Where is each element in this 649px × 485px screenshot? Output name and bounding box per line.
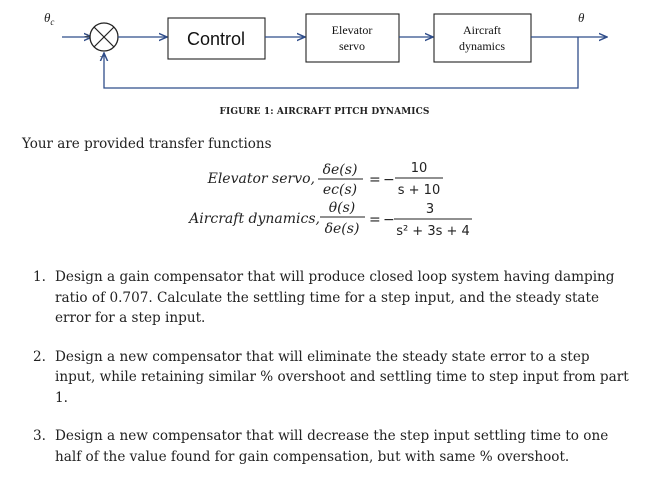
question-text: Design a new compensator that will decrease the step input settling time to one half of the value found for gain compensation, but with same % overshoot.	[55, 428, 609, 465]
aircraft-dynamics-label-1: Aircraft	[463, 23, 501, 37]
aircraft-dynamics-tf-label: Aircraft dynamics,	[189, 211, 320, 227]
block-diagram	[0, 0, 649, 100]
elevator-servo-tf-label: Elevator servo,	[207, 171, 315, 187]
elevator-servo-equation	[207, 161, 443, 198]
elevator-tf-rhs-numerator: 10	[410, 161, 428, 176]
question-item	[33, 347, 633, 409]
elevator-servo-label-2: servo	[339, 39, 365, 53]
aircraft-dynamics-equation	[187, 200, 472, 239]
summing-junction	[90, 23, 118, 51]
elevator-tf-lhs-numerator: δe(s)	[322, 162, 358, 178]
minus-sign: –	[100, 50, 106, 62]
elevator-servo-label-1: Elevator	[331, 23, 373, 37]
input-label: $\theta_c$	[44, 10, 55, 27]
figure-caption: FIGURE 1: AIRCRAFT PITCH DYNAMICS	[219, 107, 430, 117]
elevator-tf-lhs-denominator: ec(s)	[322, 182, 358, 198]
question-number: 1.	[33, 269, 46, 285]
aircraft-tf-rhs-numerator: 3	[425, 202, 435, 217]
elevator-tf-rhs-denominator: s + 10	[397, 183, 441, 198]
aircraft-tf-equals: =	[369, 212, 381, 228]
aircraft-tf-minus: −	[383, 212, 395, 228]
question-item	[33, 267, 633, 329]
input-label-sub: c	[50, 17, 55, 27]
output-label: θ	[578, 10, 585, 25]
aircraft-tf-lhs-denominator: δe(s)	[324, 221, 360, 237]
intro-text: Your are provided transfer functions	[22, 136, 272, 152]
elevator-tf-equals: =	[369, 172, 381, 188]
aircraft-tf-lhs-numerator: θ(s)	[328, 200, 356, 216]
aircraft-dynamics-block	[434, 14, 531, 62]
question-text: Design a new compensator that will eliminate the steady state error to a step input, while retaining similar % overshoot and settling time to step input from part 1.	[55, 348, 629, 406]
aircraft-tf-rhs-denominator: s² + 3s + 4	[396, 224, 470, 239]
control-block-label: Control	[186, 29, 246, 49]
question-item	[33, 426, 633, 467]
aircraft-dynamics-label-2: dynamics	[459, 39, 505, 53]
question-number: 2.	[33, 348, 46, 365]
question-list	[33, 267, 633, 485]
elevator-servo-block	[306, 14, 399, 62]
question-number: 3.	[33, 428, 46, 444]
plus-sign: +	[84, 31, 91, 43]
transfer-functions	[0, 150, 649, 245]
question-text: Design a gain compensator that will produce closed loop system having damping ratio of 0.707. Calculate the settling time for a step input, and the steady state error for a step input.	[55, 269, 615, 326]
elevator-tf-minus: −	[383, 172, 395, 188]
